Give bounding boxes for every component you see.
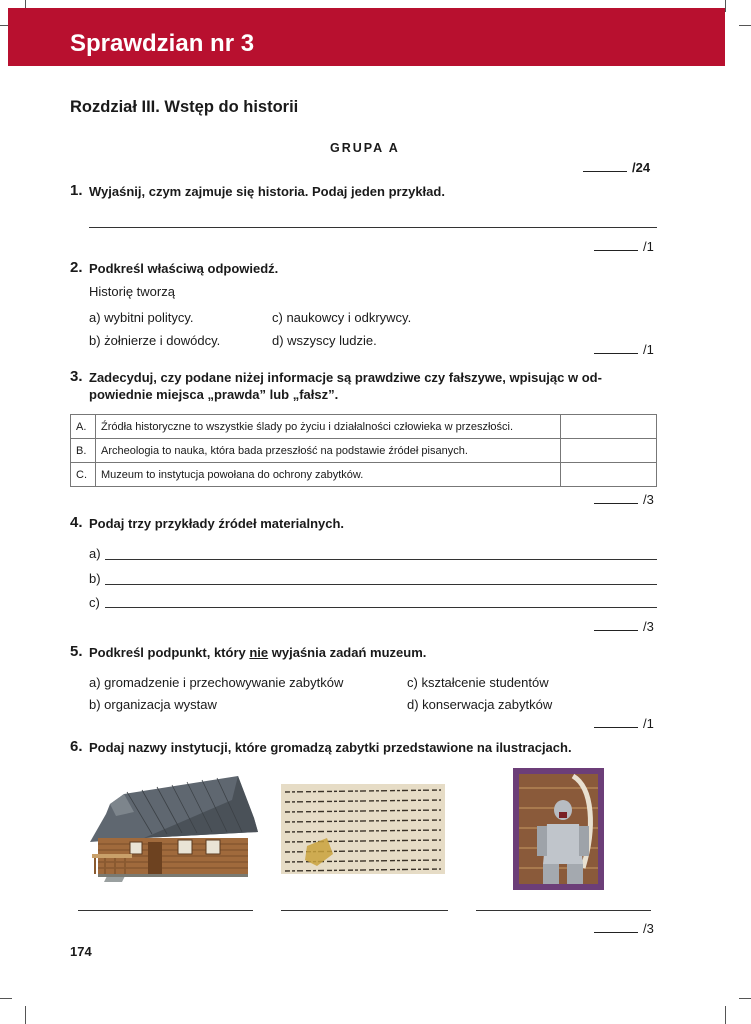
table-row [71, 415, 657, 439]
q5-text: Podkreśl podpunkt, który nie wyjaśnia zadań muzeum. [89, 645, 427, 660]
q5-score: /1 [594, 716, 654, 731]
q6-number: 6. [70, 738, 83, 755]
score-blank[interactable] [594, 629, 638, 631]
q2-score: /1 [594, 342, 654, 357]
q4-label-c: c) [89, 595, 100, 610]
row-letter: B. [71, 439, 96, 463]
q4-answer-line-c[interactable] [105, 607, 657, 608]
score-blank[interactable] [594, 502, 638, 504]
q3-table [70, 414, 657, 487]
q6-answer-line-1[interactable] [78, 910, 253, 911]
q4-number: 4. [70, 514, 83, 531]
crop-mark [725, 1006, 726, 1024]
q1-answer-line[interactable] [89, 227, 657, 228]
q2-text: Podkreśl właściwą odpowiedź. [89, 261, 279, 276]
crop-mark [0, 998, 12, 999]
crop-mark [739, 998, 751, 999]
q5-option-c[interactable]: c) kształcenie studentów [407, 675, 549, 690]
q5-option-d[interactable]: d) konserwacja zabytków [407, 697, 553, 712]
q2-option-c[interactable]: c) naukowcy i odkrywcy. [272, 310, 412, 325]
q5-number: 5. [70, 643, 83, 660]
table-row [71, 439, 657, 463]
q2-option-d[interactable]: d) wszyscy ludzie. [272, 333, 377, 348]
q2-stem: Historię tworzą [89, 284, 175, 299]
q4-label-b: b) [89, 571, 101, 586]
row-letter: C. [71, 463, 96, 487]
q5-option-b[interactable]: b) organizacja wystaw [89, 697, 217, 712]
q3-text-line1: Zadecyduj, czy podane niżej informacje są prawdziwe czy fałszywe, wpisując w od- [89, 370, 602, 385]
q1-number: 1. [70, 182, 83, 199]
score-blank[interactable] [594, 249, 638, 251]
wooden-house-image [82, 772, 262, 884]
group-label: GRUPA A [330, 141, 400, 155]
q5-option-a[interactable]: a) gromadzenie i przechowywanie zabytków [89, 675, 344, 690]
q6-answer-line-2[interactable] [281, 910, 448, 911]
q2-option-a[interactable]: a) wybitni politycy. [89, 310, 194, 325]
q6-answer-line-3[interactable] [476, 910, 651, 911]
q6-score: /3 [594, 921, 654, 936]
chapter-title: Rozdział III. Wstęp do historii [70, 98, 299, 116]
q2-number: 2. [70, 259, 83, 276]
answer-cell[interactable] [561, 439, 657, 463]
q2-option-b[interactable]: b) żołnierze i dowódcy. [89, 333, 221, 348]
hussar-armor-image [513, 768, 604, 890]
old-manuscript-image [281, 784, 445, 874]
page-title: Sprawdzian nr 3 [70, 30, 255, 57]
q3-number: 3. [70, 368, 83, 385]
q1-score: /1 [594, 239, 654, 254]
score-blank[interactable] [594, 931, 638, 933]
crop-mark [739, 25, 751, 26]
q4-label-a: a) [89, 546, 101, 561]
table-row [71, 463, 657, 487]
q5-underlined-word: nie [249, 645, 269, 660]
total-score: /24 [583, 160, 650, 175]
crop-mark [25, 1006, 26, 1024]
q4-answer-line-a[interactable] [105, 559, 657, 560]
row-statement: Muzeum to instytucja powołana do ochrony zabytków. [96, 463, 561, 487]
q4-score: /3 [594, 619, 654, 634]
q3-score: /3 [594, 492, 654, 507]
crop-mark [725, 0, 726, 12]
answer-cell[interactable] [561, 463, 657, 487]
row-statement: Źródła historyczne to wszystkie ślady po życiu i działalności człowieka w przeszłości. [96, 415, 561, 439]
score-blank[interactable] [594, 352, 638, 354]
answer-cell[interactable] [561, 415, 657, 439]
q3-text-line2: powiednie miejsca „prawda” lub „fałsz”. [89, 387, 339, 402]
q4-answer-line-b[interactable] [105, 584, 657, 585]
q1-text: Wyjaśnij, czym zajmuje się historia. Podaj jeden przykład. [89, 184, 445, 199]
q4-text: Podaj trzy przykłady źródeł materialnych. [89, 516, 345, 531]
score-blank[interactable] [583, 170, 627, 172]
score-blank[interactable] [594, 726, 638, 728]
row-statement: Archeologia to nauka, która bada przeszłość na podstawie źródeł pisanych. [96, 439, 561, 463]
row-letter: A. [71, 415, 96, 439]
page-number: 174 [70, 944, 92, 959]
q6-text: Podaj nazwy instytucji, które gromadzą zabytki przedstawione na ilustracjach. [89, 740, 572, 755]
